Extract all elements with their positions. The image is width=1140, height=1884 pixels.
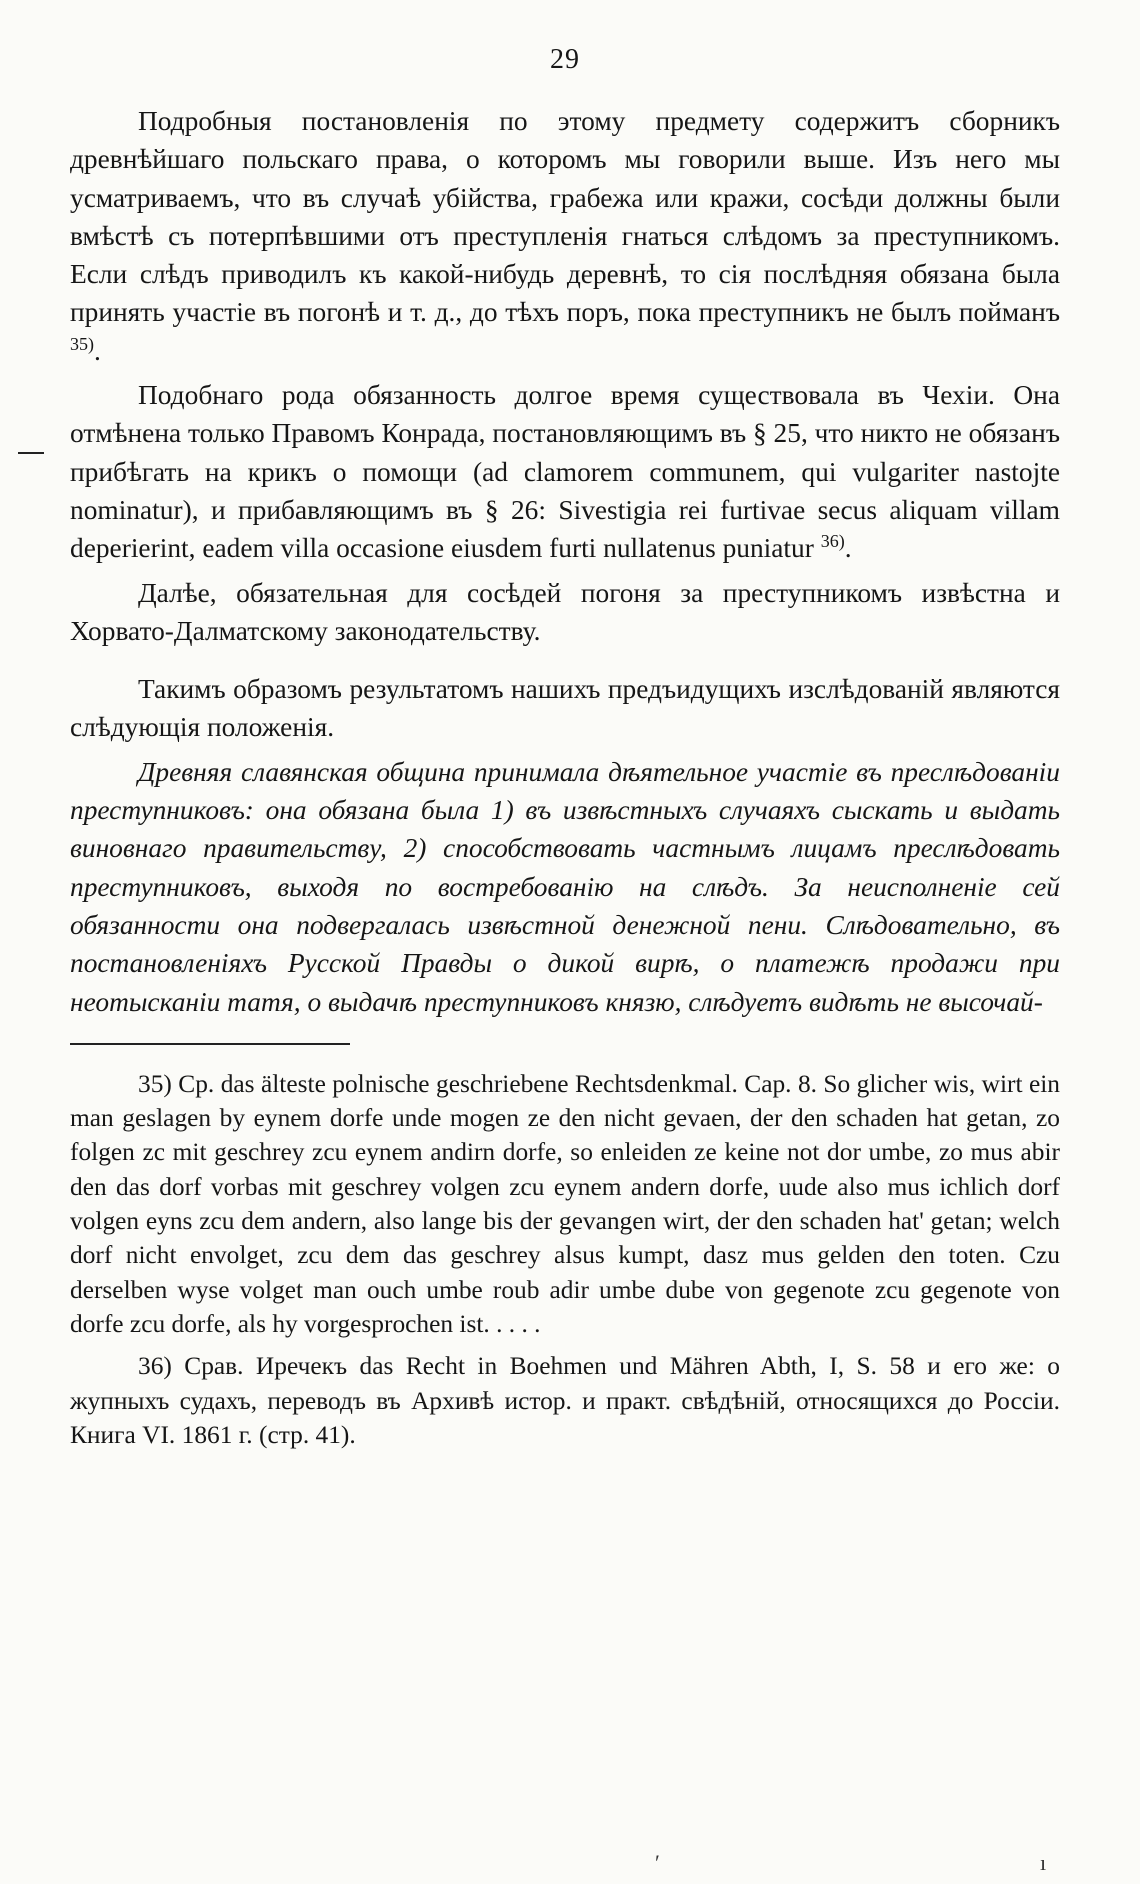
footnote-35 (70, 1067, 1060, 1341)
scan-mark: ′ (655, 1850, 660, 1875)
book-page (70, 30, 1060, 1452)
paragraph-3: Далѣе, обязательная для сосѣдей погоня за преступникомъ извѣстна и Хорвато-Далматскому законодательству. (70, 577, 1060, 646)
footnote-text: Ср. das älteste polnische geschriebene Rechtsdenkmal. Cap. 8. So glicher wis, wirt ein man geslagen by eynem dorfe unde mogen ze den nicht gevaen, der den schaden hat getan, zo folgen zc mit geschrey zcu eynem andirn dorfe, so enleiden ze keine not dor umbe, zo mus abir den das dorf vorbas mit geschrey volgen zcu eynem andern dorfe, uude also mus ichlich dorf volgen eyns zcu dem andern, also lange bis der gevangen wirt, der den schaden hat' getan; welch dorf nicht envolget, zcu dem das geschrey alsus kumpt, dasz mus gelden den toten. Czu derselben wyse volget man ouch umbe roub adir umbe dube von gegenote zcu gegenote von dorfe zcu dorfe, als hy vorgesprochen ist. . . . . (70, 1069, 1060, 1338)
footnote-ref: 36) (820, 531, 845, 552)
scan-mark: ı (1040, 1850, 1047, 1875)
paragraph-1: Подробныя постановленія по этому предмету содержитъ сборникъ древнѣйшаго польскаго права, о которомъ мы говорили выше. Изъ него мы усматриваемъ, что въ случаѣ убійства, грабежа или кражи, сосѣди должны были вмѣстѣ съ потерпѣвшими отъ преступленія гнаться слѣдомъ за преступникомъ. Если слѣдъ приводилъ къ какой-нибудь деревнѣ, то сія послѣдняя обязана была принять участіе въ погонѣ и т. д., до тѣхъ поръ, пока преступникъ не былъ пойманъ $^{35)}$. (70, 106, 1060, 366)
margin-mark (18, 452, 44, 454)
footnote-36 (70, 1349, 1060, 1452)
paragraph-text: Подобнаго рода обязанность долгое время существовала въ Чехіи. Она отмѣнена только Правомъ Конрада, постановляющимъ въ § 25, что никто не обязанъ прибѣгать на крикъ о помощи (ad clamorem communem, qui vulgariter nastojte nominatur), и прибавляющимъ въ § 26: Sivestigia rei furtivae secus aliquam villam deperierint, eadem villa occasione eiusdem furti nullatenus puniatur (70, 380, 1060, 564)
paragraph-4: Такимъ образомъ результатомъ нашихъ предъидущихъ изслѣдованій являются слѣдующія положенія. (70, 674, 1060, 743)
paragraph-5-italic: Древняя славянская община принимала дѣятельное участіе въ преслѣдованіи преступниковъ: она обязана была 1) въ извѣстныхъ случаяхъ сыскать и выдать виновнаго правительству, 2) способствовать частнымъ лицамъ преслѣдовать преступниковъ, выходя по востребованію на слѣдъ. За неисполненіе сей обязанности она подвергалась извѣстной денежной пени. Слѣдовательно, въ постановленіяхъ Русской Правды о дикой вирѣ, о платежѣ продажи при неотысканіи татя, о выдачѣ преступниковъ князю, слѣдуетъ видѣть не высочай- (70, 756, 1060, 1017)
footnote-marker: 35) (138, 1069, 172, 1098)
paragraph-end: . (844, 533, 852, 564)
footnote-ref: 35) (70, 333, 94, 354)
paragraph-2 (70, 376, 1060, 567)
footnote-text: Срав. Иречекъ das Recht in Boehmen und Mähren Abth, I, S. 58 и его же: о жупныхъ судахъ, переводъ въ Архивѣ истор. и практ. свѣдѣній, относящихся до Россіи. Книга VI. 1861 г. (стр. 41). (70, 1352, 1060, 1449)
page-number: 29 (550, 44, 580, 75)
footnote-divider (70, 1043, 350, 1045)
footnote-marker: 36) (138, 1352, 172, 1381)
paragraph-text: Подробныя постановленія по этому предмету содержитъ сборникъ древнѣйшаго польскаго права, о которомъ мы говорили выше. Изъ него мы усматриваемъ, что въ случаѣ убійства, грабежа или кражи, сосѣди должны были вмѣстѣ съ потерпѣвшими отъ преступленія гнаться слѣдомъ за преступникомъ. Если слѣдъ приводилъ къ какой-нибудь деревнѣ, то сія послѣдняя обязана была принять участіе въ погонѣ и т. д., до тѣхъ поръ, пока преступникъ не былъ пойманъ (70, 106, 1060, 328)
